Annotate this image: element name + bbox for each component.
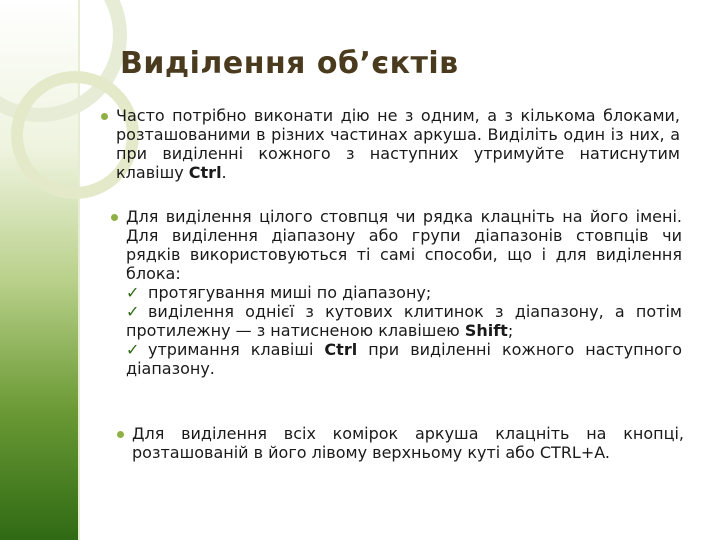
paragraph-1-text: Часто потрібно виконати дію не з одним, а з кількома блоками, розташованими в різних частинах аркуша. Виділіть один із них, а при виділенні кожного з наступних утримуйте натиснутим клавішу xyxy=(116,106,680,182)
method-drag xyxy=(126,283,682,302)
method-ctrl-text-b: при виділенні кожного наступного діапазону. xyxy=(126,340,683,378)
sidebar-divider xyxy=(78,0,80,540)
paragraph-1-end: . xyxy=(221,163,227,182)
green-gradient-sidebar xyxy=(0,0,80,540)
method-shift-end: ; xyxy=(507,321,514,340)
bullet-1 xyxy=(101,113,108,120)
check-icon: ✓ xyxy=(126,302,140,321)
ctrl-key-label: Ctrl xyxy=(188,163,222,182)
ctrl-key-label-2: Ctrl xyxy=(324,340,358,359)
shift-key-label: Shift xyxy=(464,321,508,340)
paragraph-3-text: Для виділення всіх комірок аркуша клацніть на кнопці, розташованій в його лівому верхньому куті або CTRL+A. xyxy=(132,424,684,462)
method-shift xyxy=(126,302,682,340)
bullet-3 xyxy=(117,431,124,438)
method-ctrl-text-a: утримання клавіші xyxy=(148,340,314,359)
paragraph-select-all xyxy=(132,424,684,462)
method-shift-text: виділення однієї з кутових клитинок з діапазону, а потім протилежну — з натисненою клавішею xyxy=(126,302,682,340)
check-icon: ✓ xyxy=(126,283,140,302)
paragraph-multi-select xyxy=(116,106,680,182)
paragraph-2-intro: Для виділення цілого стовпця чи рядка клацніть на його імені. Для виділення діапазону або групи діапазонів стовпців чи рядків використовуються ті самі способи, що і для виділення блока: xyxy=(126,207,682,283)
bullet-2 xyxy=(111,214,118,221)
check-icon: ✓ xyxy=(126,340,140,359)
page-title: Виділення об’єктів xyxy=(120,46,459,81)
paragraph-column-row xyxy=(126,207,682,378)
method-ctrl xyxy=(126,340,682,378)
method-drag-text: протягування миші по діапазону; xyxy=(148,283,432,302)
